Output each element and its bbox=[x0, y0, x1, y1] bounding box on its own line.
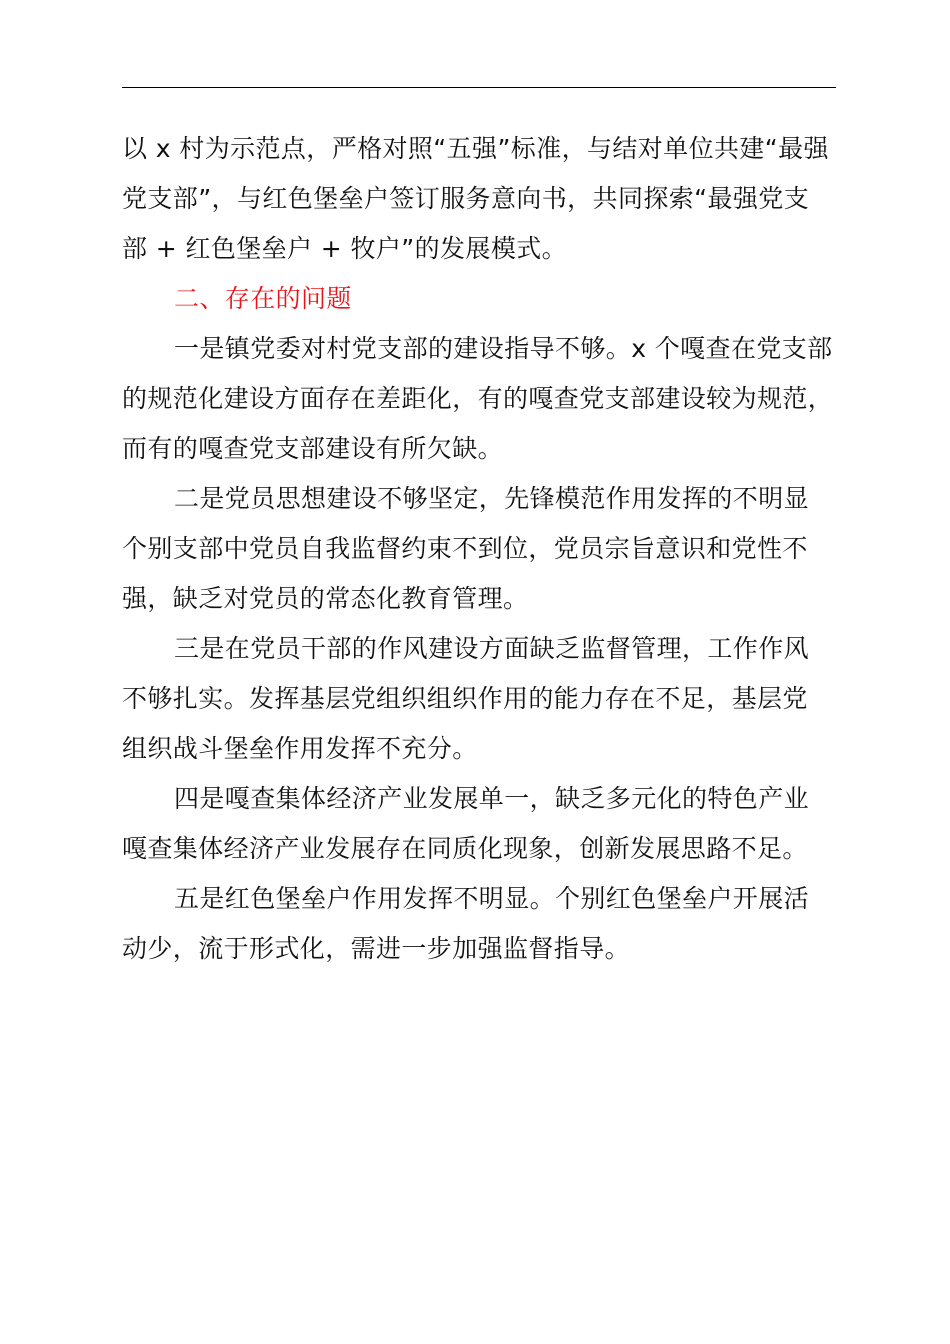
paragraph-five bbox=[122, 874, 862, 974]
text-line: 三是在党员干部的作风建设方面缺乏监督管理，工作作风 bbox=[174, 634, 810, 663]
text-line: 党支部”，与红色堡垒户签订服务意向书，共同探索“最强党支 bbox=[122, 184, 810, 213]
text-line: 部 + 红色堡垒户 + 牧户”的发展模式。 bbox=[122, 234, 568, 263]
paragraph-three bbox=[122, 624, 862, 774]
text-line: 嘎查集体经济产业发展存在同质化现象，创新发展思路不足。 bbox=[122, 834, 808, 863]
text-line: 而有的嘎查党支部建设有所欠缺。 bbox=[122, 434, 504, 463]
section-heading: 二、存在的问题 bbox=[174, 284, 352, 313]
text-line: 五是红色堡垒户作用发挥不明显。个别红色堡垒户开展活 bbox=[174, 884, 810, 913]
document-body bbox=[122, 124, 862, 974]
text-line: 强，缺乏对党员的常态化教育管理。 bbox=[122, 584, 529, 613]
paragraph-four bbox=[122, 774, 862, 874]
text-line: 一是镇党委对村党支部的建设指导不够。x 个嘎查在党支部 bbox=[174, 334, 833, 363]
text-line: 不够扎实。发挥基层党组织组织作用的能力存在不足，基层党 bbox=[122, 684, 808, 713]
text-line: 的规范化建设方面存在差距化，有的嘎查党支部建设较为规范， bbox=[122, 384, 834, 413]
text-line: 四是嘎查集体经济产业发展单一，缺乏多元化的特色产业 bbox=[174, 784, 810, 813]
intro-paragraph bbox=[122, 124, 862, 274]
header-rule bbox=[122, 87, 836, 88]
text-line: 动少，流于形式化，需进一步加强监督指导。 bbox=[122, 934, 631, 963]
text-line: 二是党员思想建设不够坚定，先锋模范作用发挥的不明显 bbox=[174, 484, 810, 513]
text-line: 个别支部中党员自我监督约束不到位，党员宗旨意识和党性不 bbox=[122, 534, 808, 563]
text-line: 组织战斗堡垒作用发挥不充分。 bbox=[122, 734, 478, 763]
paragraph-one bbox=[122, 324, 862, 474]
paragraph-two bbox=[122, 474, 862, 624]
text-line: 以 x 村为示范点，严格对照“五强”标准，与结对单位共建“最强 bbox=[122, 134, 829, 163]
